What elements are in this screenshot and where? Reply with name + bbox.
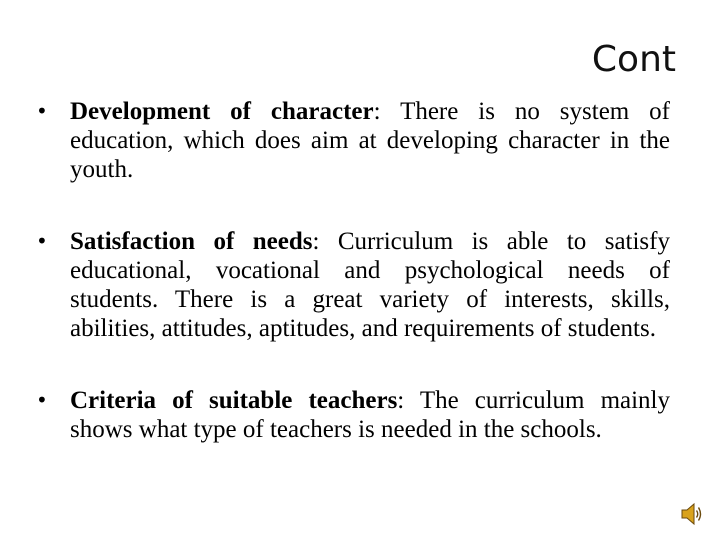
bullet-text: The curriculum mainly shows what type of teachers is needed in the schools.: [70, 387, 670, 443]
bullet-item-satisfaction-of-needs: [36, 227, 670, 343]
bullet-separator: :: [397, 387, 405, 414]
bullet-item-criteria-of-suitable-teachers: [36, 386, 670, 444]
bullet-term: Criteria of suitable teachers: [70, 387, 398, 414]
bullet-separator: :: [373, 98, 381, 125]
bullet-marker: •: [36, 99, 48, 123]
bullet-list: [36, 97, 670, 444]
bullet-term: Satisfaction of needs: [70, 228, 313, 255]
bullet-item-development-of-character: [36, 97, 670, 184]
slide-title: Cont: [591, 39, 676, 80]
bullet-text: There is no system of education, which does aim at developing character in the youth.: [70, 98, 670, 183]
bullet-term: Development of character: [70, 98, 374, 125]
bullet-separator: :: [312, 228, 320, 255]
bullet-marker: •: [36, 229, 48, 253]
bullet-text: Curriculum is able to satisfy educational, vocational and psychological needs of students. There is a great variety of interests, skills, abilities, attitudes, aptitudes, and requirements of students.: [70, 228, 670, 342]
bullet-marker: •: [36, 388, 48, 412]
speaker-icon[interactable]: [681, 502, 703, 526]
